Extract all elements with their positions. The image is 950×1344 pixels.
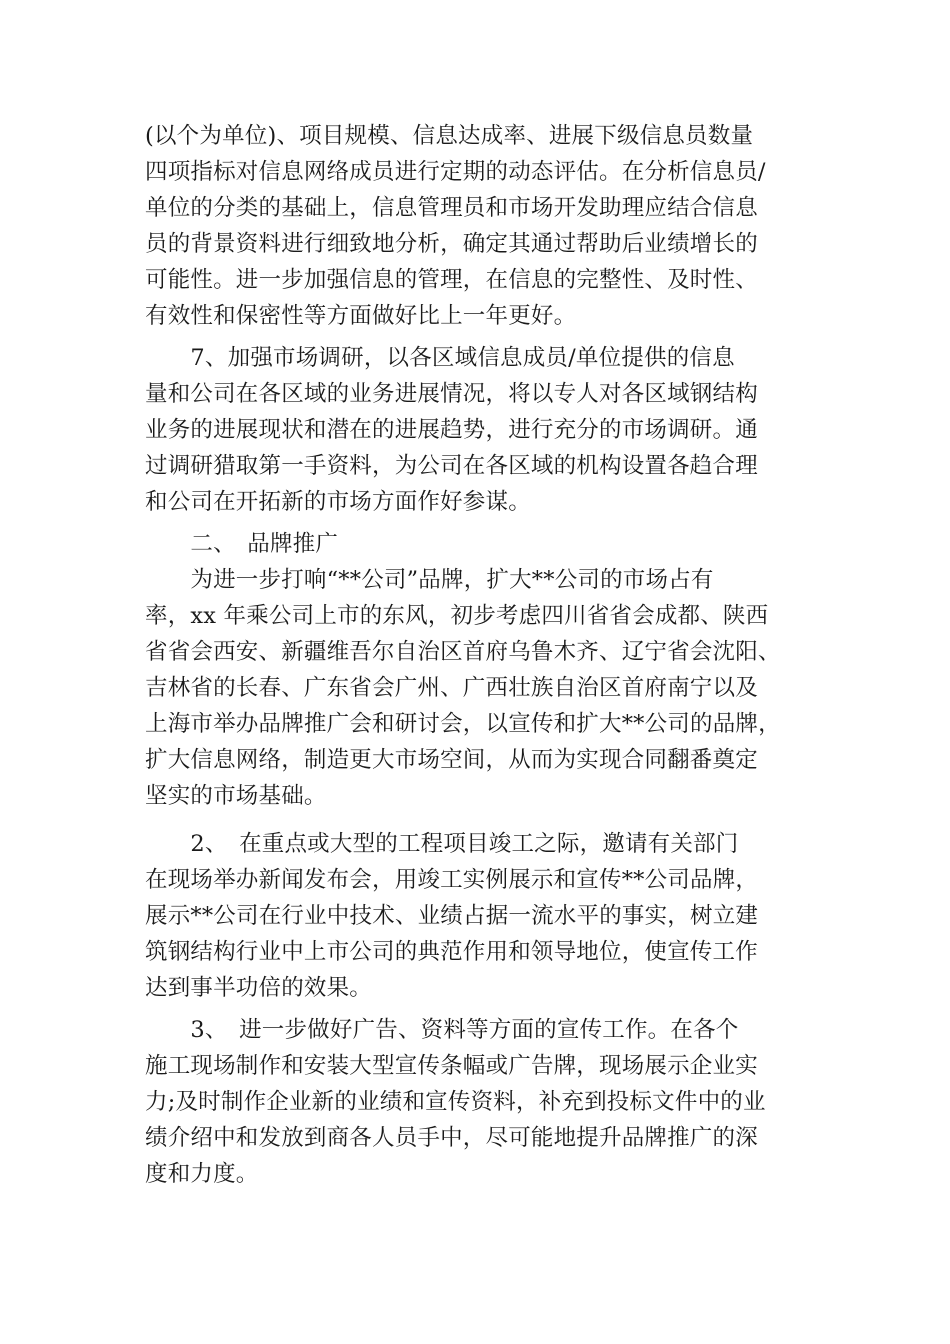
text-line: 扩大信息网络，制造更大市场空间，从而为实现合同翻番奠定 (145, 747, 758, 773)
text-line: (以个为单位)、项目规模、信息达成率、进展下级信息员数量 (145, 123, 754, 149)
text-line: 达到事半功倍的效果。 (145, 975, 373, 1001)
text-line: 度和力度。 (145, 1161, 259, 1187)
text-line: 四项指标对信息网络成员进行定期的动态评估。在分析信息员/ (145, 159, 766, 185)
text-line: 7、加强市场调研，以各区域信息成员/单位提供的信息 (145, 345, 735, 371)
text-line: 3、 进一步做好广告、资料等方面的宣传工作。在各个 (145, 1017, 739, 1043)
text-line: 吉林省的长春、广东省会广州、广西壮族自治区首府南宁以及 (145, 675, 758, 701)
text-line: 展示**公司在行业中技术、业绩占据一流水平的事实，树立建 (145, 903, 759, 929)
text-line: 率，xx 年乘公司上市的东风，初步考虑四川省省会成都、陕西 (145, 603, 769, 629)
section-heading: 二、 品牌推广 (145, 531, 339, 557)
text-line: 业务的进展现状和潜在的进展趋势，进行充分的市场调研。通 (145, 417, 758, 443)
text-line: 上海市举办品牌推广会和研讨会，以宣传和扩大**公司的品牌， (145, 711, 781, 737)
text-line: 为进一步打响“**公司”品牌，扩大**公司的市场占有 (145, 567, 714, 593)
text-line: 有效性和保密性等方面做好比上一年更好。 (145, 303, 577, 329)
text-line: 绩介绍中和发放到商各人员手中，尽可能地提升品牌推广的深 (145, 1125, 758, 1151)
text-line: 过调研猎取第一手资料，为公司在各区域的机构设置各趋合理 (145, 453, 758, 479)
text-line: 力;及时制作企业新的业绩和宣传资料，补充到投标文件中的业 (145, 1089, 766, 1115)
text-line: 在现场举办新闻发布会，用竣工实例展示和宣传**公司品牌， (145, 867, 759, 893)
text-line: 员的背景资料进行细致地分析，确定其通过帮助后业绩增长的 (145, 231, 758, 257)
text-line: 可能性。进一步加强信息的管理，在信息的完整性、及时性、 (145, 267, 758, 293)
text-line: 坚实的市场基础。 (145, 783, 327, 809)
text-line: 施工现场制作和安装大型宣传条幅或广告牌，现场展示企业实 (145, 1053, 758, 1079)
text-line: 和公司在开拓新的市场方面作好参谋。 (145, 489, 531, 515)
text-line: 省省会西安、新疆维吾尔自治区首府乌鲁木齐、辽宁省会沈阳、 (145, 639, 781, 665)
text-line: 量和公司在各区域的业务进展情况，将以专人对各区域钢结构 (145, 381, 758, 407)
text-line: 筑钢结构行业中上市公司的典范作用和领导地位，使宣传工作 (145, 939, 758, 965)
text-line: 2、 在重点或大型的工程项目竣工之际，邀请有关部门 (145, 831, 739, 857)
text-line: 单位的分类的基础上，信息管理员和市场开发助理应结合信息 (145, 195, 758, 221)
